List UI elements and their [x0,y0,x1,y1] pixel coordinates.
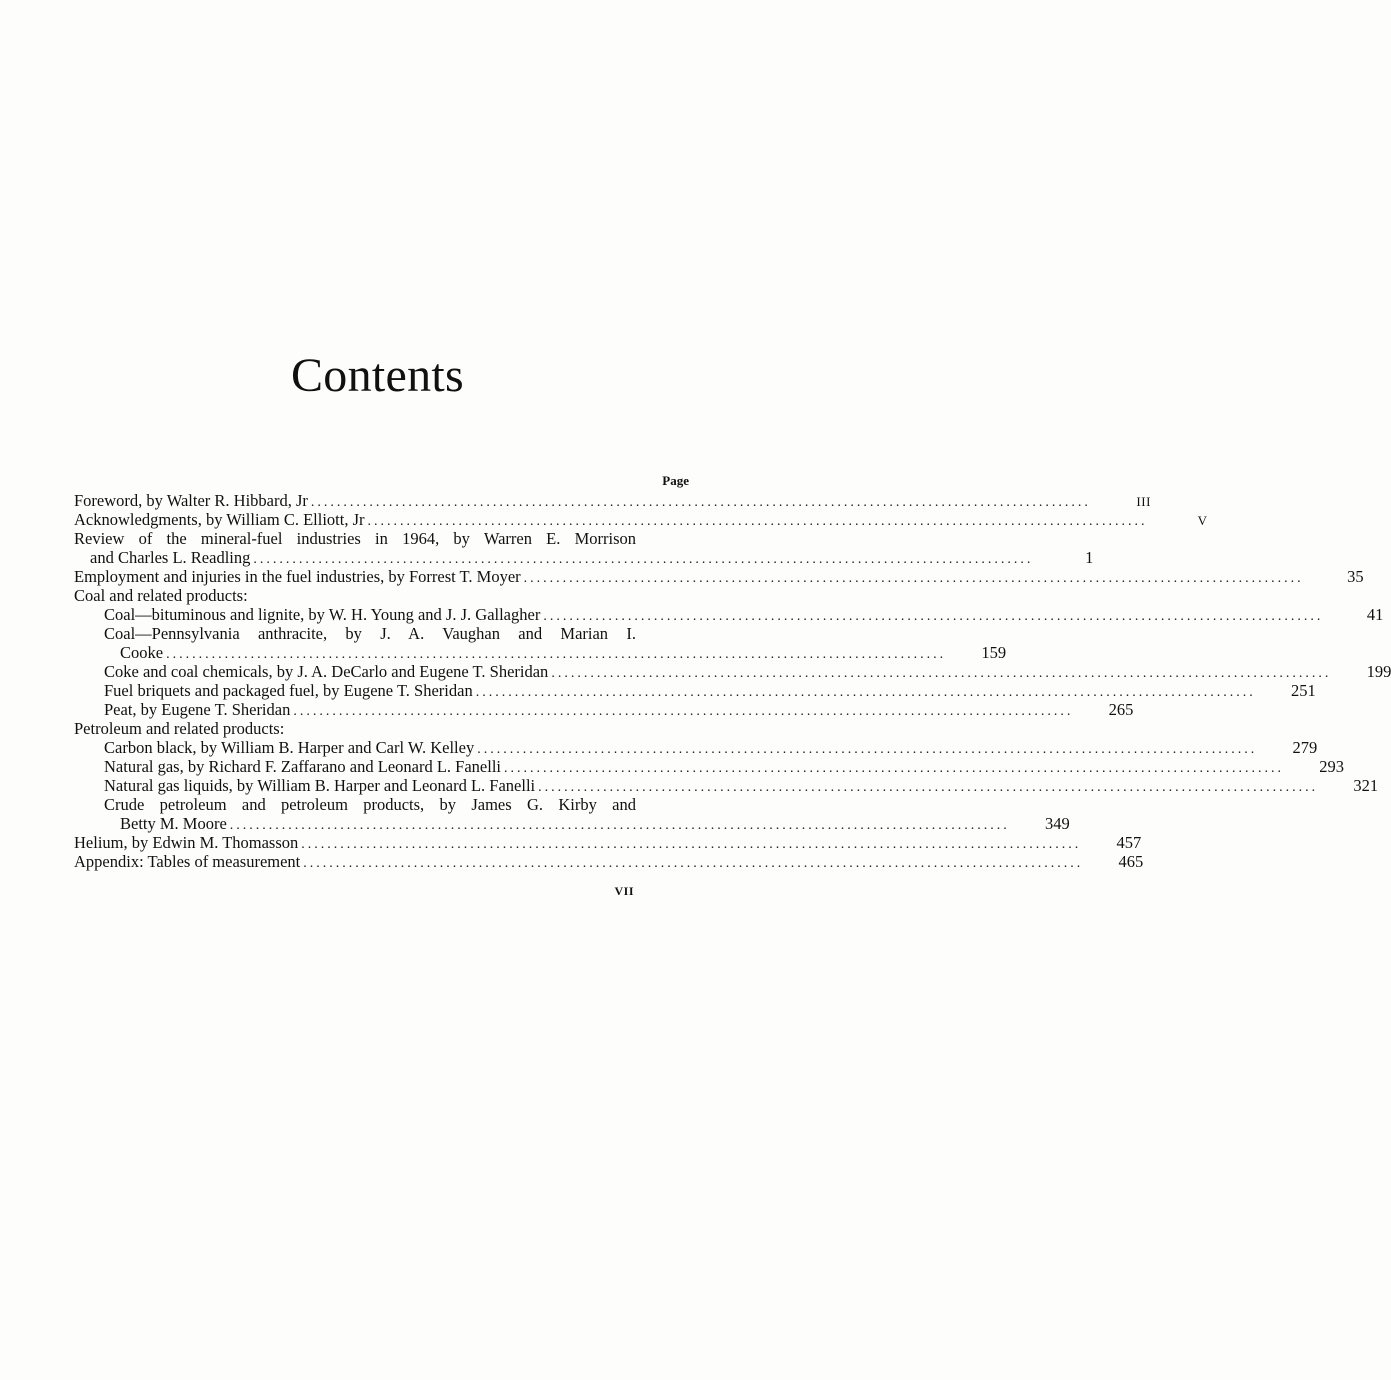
dot-leader: ........................................................................................................................ [293,704,1074,719]
toc-section-title: Petroleum and related products: [74,719,285,738]
dot-leader: ........................................................................................................................ [303,856,1084,871]
toc-entry-coal-bituminous[interactable] [74,605,1384,624]
toc-entry-title: and Charles L. Readling [90,548,251,567]
toc-entry-employment[interactable] [74,567,1364,586]
toc-entry-crude-petroleum-continued[interactable] [74,814,1070,833]
toc-entry-title: Coal—bituminous and lignite, by W. H. Young and J. J. Gallagher [104,605,541,624]
toc-entry-page: 159 [981,643,1007,662]
dot-leader: ........................................................................................................................ [253,552,1034,567]
toc-entry-title: Coal—Pennsylvania anthracite, by J. A. Vaughan and Marian I. [104,624,636,643]
toc-entry-title: Peat, by Eugene T. Sheridan [104,700,291,719]
toc-entry-review[interactable] [74,529,692,548]
toc-entry-page: 265 [1108,700,1134,719]
toc-entry-title: Crude petroleum and petroleum products, by James G. Kirby and [104,795,636,814]
toc-entry-coke[interactable] [74,662,1391,681]
toc-entry-page: 465 [1118,852,1144,871]
toc-entry-title: Fuel briquets and packaged fuel, by Eugene T. Sheridan [104,681,473,700]
dot-leader: ........................................................................................................................ [543,609,1324,624]
toc-entry-foreword[interactable] [74,491,1151,510]
toc-entry-coal-anthracite-continued[interactable] [74,643,1007,662]
toc-entry-page: 1 [1085,548,1094,567]
toc-entry-page: 35 [1347,567,1364,586]
toc-entry-coal-anthracite[interactable] [74,624,692,643]
toc-entry-title: Employment and injuries in the fuel industries, by Forrest T. Moyer [74,567,521,586]
toc-entry-title: Helium, by Edwin M. Thomasson [74,833,299,852]
toc-entry-review-continued[interactable] [74,548,1094,567]
toc-entry-page: 293 [1319,757,1344,776]
toc-entry-title: Acknowledgments, by William C. Elliott, Jr [74,510,365,529]
toc-entry-appendix[interactable] [74,852,1144,871]
toc-entry-title: Foreword, by Walter R. Hibbard, Jr [74,491,308,510]
dot-leader: ........................................................................................................................ [477,742,1258,757]
dot-leader: ........................................................................................................................ [538,780,1319,795]
dot-leader: ........................................................................................................................ [504,761,1284,776]
dot-leader: ........................................................................................................................ [229,818,1010,833]
toc-entry-page: 199 [1366,662,1391,681]
page-folio: VII [614,884,634,898]
toc-entry-title: Betty M. Moore [120,814,227,833]
toc-entry-title: Coke and coal chemicals, by J. A. DeCarlo and Eugene T. Sheridan [104,662,549,681]
toc-entry-page: 279 [1292,738,1318,757]
toc-entry-natural-gas-liquids[interactable] [74,776,1379,795]
dot-leader: ........................................................................................................................ [301,837,1082,852]
dot-leader: ........................................................................................................................ [166,647,947,662]
toc-section-title: Coal and related products: [74,586,248,605]
toc-entry-fuel-briquets[interactable] [74,681,1316,700]
toc-section-petroleum [74,719,692,738]
toc-entry-page: 457 [1116,833,1142,852]
toc-entry-carbon-black[interactable] [74,738,1318,757]
toc-entry-page: 349 [1045,814,1070,833]
dot-leader: ........................................................................................................................ [551,666,1332,681]
toc-entry-page: 321 [1353,776,1379,795]
dot-leader: ........................................................................................................................ [475,685,1256,700]
dot-leader: ........................................................................................................................ [523,571,1304,586]
page-title: Contents [290,349,465,402]
dot-leader: ........................................................................................................................ [310,495,1091,510]
toc-entry-title: Carbon black, by William B. Harper and Carl W. Kelley [104,738,475,757]
toc-entry-page: 251 [1290,681,1316,700]
toc-entry-helium[interactable] [74,833,1142,852]
toc-entry-peat[interactable] [74,700,1134,719]
toc-entry-title: Review of the mineral-fuel industries in 1964, by Warren E. Morrison [74,529,636,548]
toc-section-coal [74,586,692,605]
toc-entry-acknowledgments[interactable] [74,510,1208,529]
toc-entry-title: Cooke [120,643,164,662]
table-of-contents [74,491,1391,871]
toc-entry-title: Natural gas, by Richard F. Zaffarano and Leonard L. Fanelli [104,757,501,776]
toc-entry-page: III [1136,494,1151,509]
page-column-label: Page [662,473,689,488]
toc-entry-title: Appendix: Tables of measurement [74,852,301,871]
toc-entry-crude-petroleum[interactable] [74,795,692,814]
toc-entry-page: V [1197,513,1208,528]
toc-entry-title: Natural gas liquids, by William B. Harper and Leonard L. Fanelli [104,776,536,795]
toc-entry-page: 41 [1366,605,1384,624]
toc-entry-natural-gas[interactable] [74,757,1344,776]
dot-leader: ........................................................................................................................ [367,514,1148,529]
